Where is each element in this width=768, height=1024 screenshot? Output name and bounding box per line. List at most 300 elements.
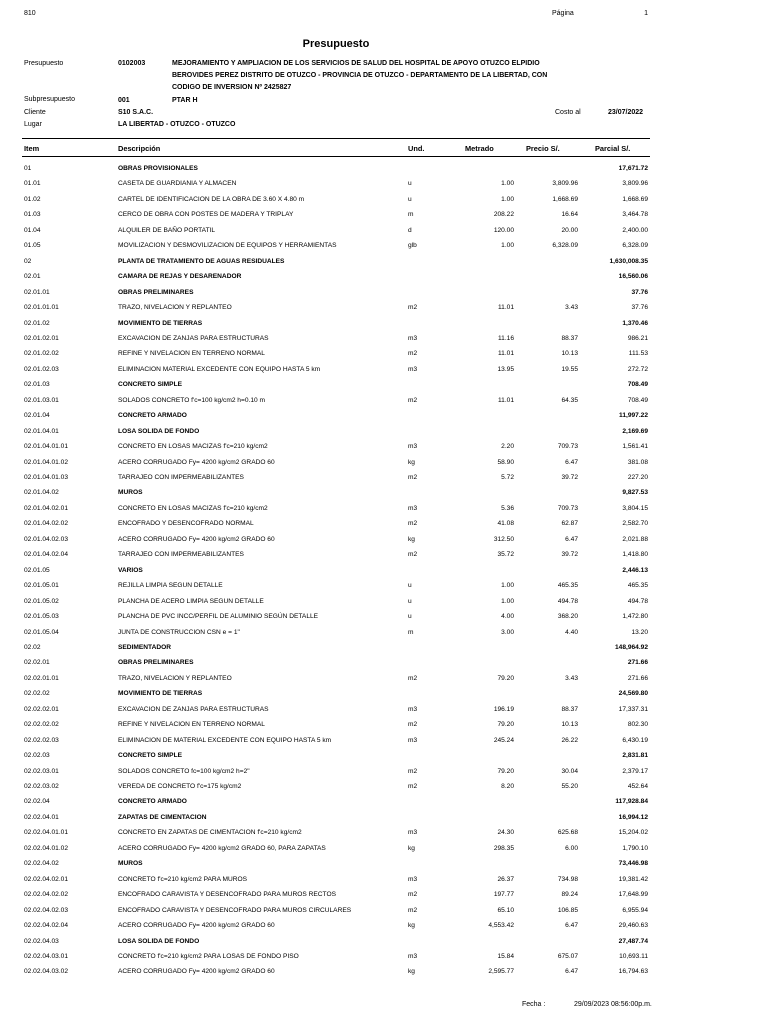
- cell-parcial: 111.53: [628, 350, 648, 358]
- cell-metrado: 79.20: [497, 674, 514, 682]
- cell-parcial: 2,446.13: [622, 566, 648, 574]
- cell-und: kg: [408, 968, 415, 976]
- cell-parcial: 1,668.69: [622, 195, 648, 203]
- cell-und: m2: [408, 721, 418, 729]
- col-precio: Precio S/.: [526, 144, 560, 153]
- cell-item: 02.02.04: [24, 798, 50, 806]
- cell-precio: 675.07: [557, 952, 578, 960]
- cell-item: 01.01: [24, 180, 41, 188]
- cell-precio: 6,328.09: [552, 242, 578, 250]
- cell-und: m3: [408, 334, 418, 342]
- cell-desc: PLANCHA DE PVC INCC/PERFIL DE ALUMINIO SEGÚN DETALLE: [118, 613, 319, 620]
- cell-metrado: 3.00: [501, 628, 514, 636]
- subpresupuesto-label: Subpresupuesto: [24, 96, 75, 103]
- cell-metrado: 11.01: [497, 350, 514, 358]
- cell-item: 02.01.04.02.01: [24, 504, 68, 512]
- cell-precio: 55.20: [561, 783, 578, 790]
- cell-desc: CONCRETO f'c=210 kg/cm2 PARA MUROS: [118, 875, 248, 883]
- table-row: [0, 551, 768, 563]
- table-row: [0, 489, 768, 501]
- cell-precio: 20.00: [561, 226, 578, 234]
- cell-precio: 88.37: [561, 334, 578, 342]
- cell-parcial: 271.66: [627, 659, 648, 667]
- cell-precio: 3.43: [565, 304, 578, 311]
- cell-desc: SOLADOS CONCRETO fc=100 kg/cm2 h=2": [118, 767, 250, 775]
- cell-item: 02.01.04.01.03: [24, 474, 68, 481]
- cell-und: u: [408, 195, 412, 203]
- cell-item: 02.01.04.02.04: [24, 551, 68, 559]
- table-row: [0, 737, 768, 749]
- cell-und: u: [408, 180, 412, 188]
- project-line-3: CODIGO DE INVERSION Nº 2425827: [172, 84, 292, 91]
- cell-item: 02.01.02: [24, 319, 50, 327]
- table-row: [0, 520, 768, 532]
- cell-desc: OBRAS PROVISIONALES: [118, 165, 198, 172]
- table-row: [0, 891, 768, 903]
- cell-desc: CARTEL DE IDENTIFICACION DE LA OBRA DE 3.60 X 4.80 m: [118, 195, 305, 203]
- cell-item: 02.01.01.01: [24, 304, 59, 311]
- cell-parcial: 2,831.81: [622, 752, 648, 760]
- cell-desc: ACERO CORRUGADO Fy= 4200 kg/cm2 GRADO 60: [118, 535, 275, 543]
- cell-parcial: 708.49: [627, 381, 648, 389]
- cell-parcial: 29,460.63: [618, 922, 648, 929]
- cell-parcial: 227.20: [627, 474, 648, 481]
- subpresupuesto-name: PTAR H: [172, 97, 198, 104]
- cell-item: 01.03: [24, 211, 41, 219]
- cell-precio: 19.55: [561, 365, 578, 373]
- table-row: [0, 350, 768, 362]
- cell-precio: 6.47: [565, 458, 578, 466]
- cell-und: m: [408, 211, 414, 219]
- cell-desc: ENCOFRADO CARAVISTA Y DESENCOFRADO PARA MUROS RECTOS: [118, 891, 336, 899]
- cell-parcial: 37.76: [631, 304, 648, 311]
- table-row: [0, 459, 768, 471]
- table-row: [0, 258, 768, 270]
- table-row: [0, 706, 768, 718]
- cell-precio: 465.35: [557, 582, 578, 590]
- cell-desc: ELIMINACION DE MATERIAL EXCEDENTE CON EQUIPO HASTA 5 km: [118, 736, 332, 744]
- cell-precio: 10.13: [561, 721, 578, 729]
- cell-metrado: 208.22: [493, 211, 514, 219]
- cell-precio: 30.04: [561, 767, 578, 775]
- cell-parcial: 6,955.94: [622, 906, 648, 914]
- cell-parcial: 494.78: [627, 597, 648, 605]
- subpresupuesto-code: 001: [118, 97, 130, 104]
- col-item: Item: [24, 144, 40, 153]
- page-title: Presupuesto: [302, 38, 370, 50]
- cell-item: 02.02.04.03.01: [24, 952, 68, 960]
- cell-desc: REJILLA LIMPIA SEGUN DETALLE: [118, 582, 223, 590]
- cell-parcial: 272.72: [627, 365, 648, 373]
- cell-desc: CONCRETO SIMPLE: [118, 752, 182, 760]
- cell-precio: 39.72: [561, 474, 578, 481]
- cell-metrado: 13.95: [497, 365, 514, 373]
- cell-desc: TARRAJEO CON IMPERMEABILIZANTES: [118, 474, 244, 481]
- cell-parcial: 2,582.70: [622, 520, 648, 528]
- cell-parcial: 2,169.69: [622, 427, 648, 435]
- cell-metrado: 1.00: [501, 242, 514, 250]
- cell-precio: 368.20: [557, 613, 578, 620]
- table-row: [0, 443, 768, 455]
- table-row: [0, 242, 768, 254]
- cell-desc: ZAPATAS DE CIMENTACION: [118, 813, 207, 821]
- cell-item: 02.01.04.02.03: [24, 535, 68, 543]
- cell-item: 02.01.03: [24, 381, 50, 389]
- page-number: 1: [644, 10, 648, 17]
- col-und: Und.: [408, 144, 425, 153]
- cell-desc: ACERO CORRUGADO Fy= 4200 kg/cm2 GRADO 60: [118, 922, 275, 929]
- cell-item: 02.01.05.01: [24, 582, 59, 590]
- table-row: [0, 273, 768, 285]
- cell-desc: REFINE Y NIVELACION EN TERRENO NORMAL: [118, 721, 265, 729]
- table-row: [0, 829, 768, 841]
- cell-parcial: 19,381.42: [618, 875, 648, 883]
- cell-desc: CONCRETO EN LOSAS MACIZAS f'c=210 kg/cm2: [118, 443, 268, 451]
- cell-item: 02.01: [24, 273, 41, 281]
- cell-parcial: 6,430.19: [622, 736, 648, 744]
- cell-precio: 6.00: [565, 844, 578, 852]
- project-line-1: MEJORAMIENTO Y AMPLIACION DE LOS SERVICIOS DE SALUD DEL HOSPITAL DE APOYO OTUZCO ELPIDIO: [172, 60, 540, 67]
- table-row: [0, 582, 768, 594]
- cell-precio: 26.22: [561, 736, 578, 744]
- cell-item: 02.02.01: [24, 659, 50, 667]
- cell-precio: 106.85: [557, 906, 578, 914]
- cell-parcial: 27,487.74: [618, 937, 648, 945]
- cell-und: m: [408, 628, 414, 636]
- table-row: [0, 922, 768, 934]
- cell-item: 02.01.05.03: [24, 613, 59, 620]
- table-row: [0, 211, 768, 223]
- cell-item: 02.02.04.03.02: [24, 968, 68, 976]
- cell-item: 02.02.04.02: [24, 860, 59, 868]
- table-row: [0, 768, 768, 780]
- cell-precio: 6.47: [565, 968, 578, 976]
- cell-metrado: 65.10: [497, 906, 514, 914]
- cell-und: m3: [408, 736, 418, 744]
- cell-parcial: 2,400.00: [622, 226, 648, 234]
- cell-precio: 6.47: [565, 535, 578, 543]
- cell-parcial: 10,693.11: [619, 952, 648, 960]
- header-top-rule: [22, 138, 650, 139]
- table-row: [0, 598, 768, 610]
- cell-parcial: 2,021.88: [622, 535, 648, 543]
- cell-metrado: 4.00: [501, 613, 514, 620]
- cell-item: 02.02.02.02: [24, 721, 59, 729]
- cell-item: 02.02.04.01.02: [24, 844, 68, 852]
- cell-precio: 89.24: [561, 891, 578, 899]
- cell-und: m2: [408, 520, 418, 528]
- cell-desc: CONCRETO ARMADO: [118, 798, 187, 806]
- table-row: [0, 675, 768, 687]
- table-row: [0, 335, 768, 347]
- cell-parcial: 6,328.09: [622, 242, 648, 250]
- cell-precio: 64.35: [561, 396, 578, 404]
- cell-parcial: 1,418.80: [622, 551, 648, 559]
- cell-metrado: 2,595.77: [488, 968, 514, 976]
- cliente-value: S10 S.A.C.: [118, 109, 154, 116]
- cell-metrado: 197.77: [493, 891, 514, 899]
- cell-metrado: 4,553.42: [488, 922, 514, 929]
- table-row: [0, 690, 768, 702]
- cell-und: m3: [408, 504, 418, 512]
- cell-metrado: 312.50: [493, 535, 514, 543]
- cell-und: m3: [408, 705, 418, 713]
- cell-item: 02.01.02.03: [24, 365, 59, 373]
- cell-item: 02.01.02.02: [24, 350, 59, 358]
- cell-item: 02.01.04.01: [24, 427, 59, 435]
- cell-und: kg: [408, 922, 415, 929]
- cell-und: d: [408, 226, 412, 234]
- table-row: [0, 320, 768, 332]
- cell-parcial: 452.64: [627, 783, 648, 790]
- cell-parcial: 73,446.98: [618, 860, 648, 868]
- cell-und: m2: [408, 551, 418, 559]
- cell-item: 02.02.04.01: [24, 813, 59, 821]
- cell-desc: ACERO CORRUGADO Fy= 4200 kg/cm2 GRADO 60: [118, 968, 275, 976]
- cell-desc: SOLADOS CONCRETO f'c=100 kg/cm2 h=0.10 m: [118, 396, 265, 404]
- lugar-value: LA LIBERTAD - OTUZCO - OTUZCO: [118, 121, 236, 128]
- cell-desc: CAMARA DE REJAS Y DESARENADOR: [118, 273, 242, 281]
- cell-precio: 494.78: [557, 597, 578, 605]
- cell-desc: ELIMINACION MATERIAL EXCEDENTE CON EQUIPO HASTA 5 km: [118, 365, 321, 373]
- cell-desc: JUNTA DE CONSTRUCCION CSN e = 1": [118, 628, 240, 636]
- cell-precio: 734.98: [557, 875, 578, 883]
- cell-metrado: 1.00: [501, 195, 514, 203]
- cell-und: glb: [408, 242, 417, 250]
- cell-desc: CONCRETO SIMPLE: [118, 381, 182, 389]
- cell-und: m2: [408, 891, 418, 899]
- cell-und: kg: [408, 458, 415, 466]
- cell-metrado: 26.37: [497, 875, 514, 883]
- cell-precio: 4.40: [565, 628, 578, 636]
- col-desc: Descripción: [118, 144, 161, 153]
- cell-desc: MOVILIZACION Y DESMOVILIZACION DE EQUIPOS Y HERRAMIENTAS: [118, 242, 337, 250]
- cell-desc: CONCRETO ARMADO: [118, 412, 187, 420]
- cell-metrado: 298.35: [493, 844, 514, 852]
- cell-metrado: 11.01: [497, 304, 514, 311]
- cell-und: m2: [408, 783, 418, 790]
- cell-item: 02.02.04.01.01: [24, 829, 68, 837]
- cell-desc: TARRAJEO CON IMPERMEABILIZANTES: [118, 551, 244, 559]
- cell-und: m2: [408, 396, 418, 404]
- cell-item: 02.01.05.04: [24, 628, 59, 636]
- cell-precio: 10.13: [561, 350, 578, 358]
- lugar-label: Lugar: [24, 121, 42, 128]
- cell-metrado: 79.20: [497, 721, 514, 729]
- cell-desc: ENCOFRADO CARAVISTA Y DESENCOFRADO PARA MUROS CIRCULARES: [118, 906, 352, 914]
- cell-precio: 16.64: [561, 211, 578, 219]
- cell-desc: CASETA DE GUARDIANIA Y ALMACEN: [118, 180, 237, 188]
- cell-und: m3: [408, 875, 418, 883]
- table-row: [0, 381, 768, 393]
- cell-desc: CONCRETO f'c=210 kg/cm2 PARA LOSAS DE FONDO PISO: [118, 952, 299, 960]
- cell-parcial: 1,472.80: [622, 613, 648, 620]
- cell-und: m3: [408, 365, 418, 373]
- cell-metrado: 24.30: [497, 829, 514, 837]
- cell-parcial: 3,804.15: [622, 504, 648, 512]
- cell-desc: OBRAS PRELIMINARES: [118, 288, 194, 296]
- cell-metrado: 58.90: [497, 458, 514, 466]
- cell-item: 02.01.04.01.01: [24, 443, 68, 451]
- cell-item: 02.02.01.01: [24, 674, 59, 682]
- cell-metrado: 245.24: [493, 736, 514, 744]
- costo-date: 23/07/2022: [608, 109, 644, 116]
- cell-und: m2: [408, 474, 418, 481]
- cell-desc: EXCAVACION DE ZANJAS PARA ESTRUCTURAS: [118, 705, 269, 713]
- cell-metrado: 79.20: [497, 767, 514, 775]
- cell-item: 02.02.04.02.01: [24, 875, 68, 883]
- cell-parcial: 16,994.12: [618, 813, 648, 821]
- table-row: [0, 721, 768, 733]
- cell-parcial: 708.49: [627, 396, 648, 404]
- table-row: [0, 783, 768, 795]
- cell-item: 02.02.04.03: [24, 937, 59, 945]
- cell-parcial: 9,827.53: [622, 489, 648, 497]
- cell-parcial: 16,560.06: [618, 273, 648, 281]
- cell-desc: MUROS: [118, 489, 143, 497]
- presupuesto-code: 0102003: [118, 60, 146, 67]
- cell-item: 01.02: [24, 195, 41, 203]
- cell-item: 01.05: [24, 242, 41, 250]
- cell-desc: VARIOS: [118, 566, 143, 574]
- cell-desc: EXCAVACION DE ZANJAS PARA ESTRUCTURAS: [118, 334, 269, 342]
- cell-parcial: 465.35: [627, 582, 648, 590]
- cell-desc: CONCRETO EN LOSAS MACIZAS f'c=210 kg/cm2: [118, 504, 268, 512]
- cell-item: 02.02.03.01: [24, 767, 59, 775]
- table-row: [0, 474, 768, 486]
- cell-item: 02.01.04.01.02: [24, 458, 68, 466]
- table-row: [0, 907, 768, 919]
- cell-und: m2: [408, 906, 418, 914]
- cell-und: m2: [408, 767, 418, 775]
- cell-metrado: 8.20: [501, 783, 514, 790]
- cell-metrado: 5.36: [501, 504, 514, 512]
- cell-metrado: 1.00: [501, 582, 514, 590]
- cell-item: 02.01.05: [24, 566, 50, 574]
- cell-parcial: 1,790.10: [622, 844, 648, 852]
- cell-desc: PLANCHA DE ACERO LIMPIA SEGUN DETALLE: [118, 597, 264, 605]
- cell-und: u: [408, 582, 412, 590]
- cell-item: 02.02.04.02.02: [24, 891, 68, 899]
- cell-item: 02.02.02.03: [24, 736, 59, 744]
- cell-und: u: [408, 597, 412, 605]
- cell-desc: MUROS: [118, 860, 143, 868]
- table-row: [0, 752, 768, 764]
- costo-label: Costo al: [555, 109, 581, 116]
- table-row: [0, 304, 768, 316]
- fecha-value: 29/09/2023 08:56:00p.m.: [574, 1001, 652, 1008]
- table-row: [0, 860, 768, 872]
- cell-und: m2: [408, 350, 418, 358]
- cell-precio: 625.68: [557, 829, 578, 837]
- table-row: [0, 289, 768, 301]
- cell-parcial: 148,964.92: [614, 644, 648, 651]
- cell-precio: 62.87: [561, 520, 578, 528]
- table-row: [0, 505, 768, 517]
- project-line-2: BEROVIDES PEREZ DISTRITO DE OTUZCO - PROVINCIA DE OTUZCO - DEPARTAMENTO DE LA LIBERTAD, CON: [172, 72, 548, 79]
- cell-item: 02.01.02.01: [24, 334, 59, 342]
- table-row: [0, 629, 768, 641]
- cell-parcial: 802.30: [627, 721, 648, 729]
- cell-parcial: 2,379.17: [622, 767, 648, 775]
- cell-desc: VEREDA DE CONCRETO f'c=175 kg/cm2: [118, 783, 242, 790]
- cell-desc: ACERO CORRUGADO Fy= 4200 kg/cm2 GRADO 60: [118, 458, 275, 466]
- cell-und: m3: [408, 829, 418, 837]
- cell-item: 02.02.02: [24, 690, 50, 698]
- table-row: [0, 196, 768, 208]
- table-row: [0, 845, 768, 857]
- cell-parcial: 271.66: [627, 674, 648, 682]
- cell-desc: ACERO CORRUGADO Fy= 4200 kg/cm2 GRADO 60, PARA ZAPATAS: [118, 844, 326, 852]
- table-row: [0, 876, 768, 888]
- table-row: [0, 613, 768, 625]
- cell-desc: CONCRETO EN ZAPATAS DE CIMENTACION f'c=210 kg/cm2: [118, 829, 302, 837]
- table-row: [0, 567, 768, 579]
- table-row: [0, 180, 768, 192]
- cell-metrado: 1.00: [501, 597, 514, 605]
- table-row: [0, 953, 768, 965]
- cliente-label: Cliente: [24, 109, 46, 116]
- cell-parcial: 13.20: [631, 628, 648, 636]
- table-row: [0, 366, 768, 378]
- cell-parcial: 117,928.84: [615, 798, 648, 806]
- cell-desc: ENCOFRADO Y DESENCOFRADO NORMAL: [118, 520, 254, 528]
- cell-parcial: 1,370.46: [622, 319, 648, 327]
- header-bottom-rule: [22, 156, 650, 157]
- table-row: [0, 165, 768, 177]
- cell-metrado: 120.00: [493, 226, 514, 234]
- cell-metrado: 11.01: [497, 396, 514, 404]
- cell-item: 01: [24, 165, 32, 172]
- cell-metrado: 41.08: [497, 520, 514, 528]
- cell-precio: 1,668.69: [552, 195, 578, 203]
- cell-metrado: 11.16: [497, 334, 514, 342]
- cell-parcial: 17,671.72: [618, 165, 648, 172]
- cell-item: 01.04: [24, 226, 41, 234]
- cell-und: kg: [408, 535, 415, 543]
- cell-item: 02.02.04.02.04: [24, 922, 68, 929]
- cell-metrado: 1.00: [501, 180, 514, 188]
- cell-desc: MOVIMIENTO DE TIERRAS: [118, 690, 203, 698]
- cell-item: 02.01.03.01: [24, 396, 59, 404]
- cell-item: 02.01.04.02.02: [24, 520, 68, 528]
- cell-item: 02: [24, 257, 32, 265]
- col-parcial: Parcial S/.: [595, 144, 631, 153]
- cell-desc: PLANTA DE TRATAMIENTO DE AGUAS RESIDUALES: [118, 257, 285, 265]
- table-row: [0, 968, 768, 980]
- table-row: [0, 536, 768, 548]
- cell-metrado: 15.84: [497, 952, 514, 960]
- table-row: [0, 227, 768, 239]
- table-row: [0, 659, 768, 671]
- cell-desc: MOVIMIENTO DE TIERRAS: [118, 319, 203, 327]
- col-metrado: Metrado: [465, 144, 494, 153]
- fecha-label: Fecha :: [522, 1001, 546, 1008]
- cell-item: 02.02.03.02: [24, 783, 59, 790]
- cell-metrado: 196.19: [493, 705, 514, 713]
- cell-parcial: 986.21: [627, 334, 648, 342]
- cell-item: 02.01.05.02: [24, 597, 59, 605]
- cell-und: m3: [408, 952, 418, 960]
- cell-parcial: 381.08: [627, 458, 648, 466]
- cell-und: m2: [408, 674, 418, 682]
- cell-precio: 6.47: [565, 922, 578, 929]
- cell-item: 02.02: [24, 644, 41, 651]
- cell-parcial: 1,630,008.35: [609, 257, 648, 265]
- cell-desc: REFINE Y NIVELACION EN TERRENO NORMAL: [118, 350, 265, 358]
- cell-desc: TRAZO, NIVELACION Y REPLANTEO: [118, 674, 232, 682]
- table-row: [0, 428, 768, 440]
